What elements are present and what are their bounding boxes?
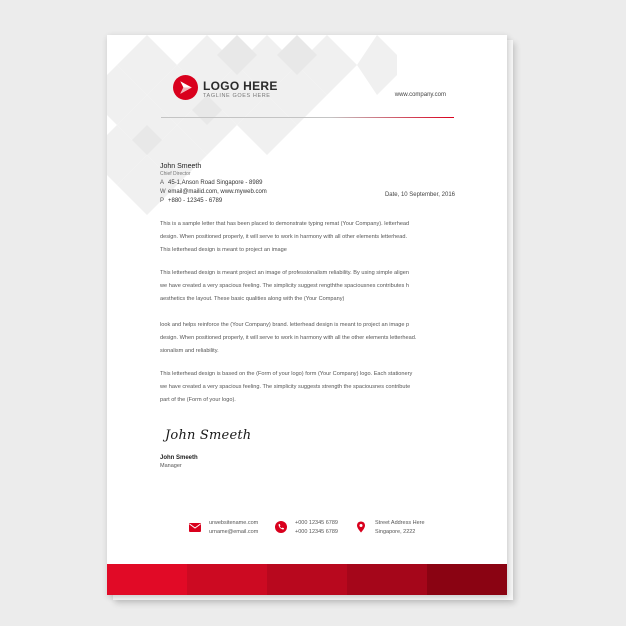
header-divider xyxy=(161,117,454,118)
address-line-1: Street Address Here xyxy=(375,520,425,526)
sender-address xyxy=(160,180,267,186)
phone-key: P xyxy=(160,198,165,204)
sender-web xyxy=(160,189,267,195)
body-line: aesthetics the layout. These basic qualities along with the (Your Company) xyxy=(160,295,345,302)
sender-role: Chief Director xyxy=(160,171,191,177)
footer-band-segment xyxy=(347,564,427,595)
letterhead-page xyxy=(107,35,507,595)
email-line-2: urname@email.com xyxy=(209,529,259,535)
sender-name: John Smeeth xyxy=(160,163,202,170)
body-paragraph-2 xyxy=(160,267,456,305)
signatory-role: Manager xyxy=(160,463,182,469)
body-paragraph-4 xyxy=(160,368,456,406)
logo-title: LOGO HERE xyxy=(203,79,278,93)
phone-icon xyxy=(275,521,287,533)
logo-mark-icon xyxy=(173,75,198,100)
footer-band-segment xyxy=(427,564,507,595)
letter-date: Date, 10 September, 2016 xyxy=(384,192,455,198)
body-line: design. When positioned properly, it will serve to work in harmony with all other elements letterhead. xyxy=(160,233,408,240)
footer-band-segment xyxy=(107,564,187,595)
body-paragraph-3 xyxy=(160,319,456,357)
body-line: look and helps reinforce the (Your Company) brand. letterhead design is meant to project an image p xyxy=(160,322,410,328)
body-paragraph-1 xyxy=(160,218,456,256)
logo-tagline: TAGLINE GOES HERE xyxy=(203,93,271,99)
phone-value: +880 - 12345 - 6789 xyxy=(168,198,223,204)
body-line: This letterhead design is meant project an image of professionalism reliability. By using simple aligen xyxy=(160,270,409,276)
body-line: part of the (Form of your logo). xyxy=(160,396,236,403)
phone-line-2: +000 12345 6789 xyxy=(295,529,338,535)
address-value: 45-1,Anson Road Singapore - 8989 xyxy=(168,180,263,186)
footer-band-segment xyxy=(267,564,347,595)
handwritten-signature: John Smeeth xyxy=(165,428,252,443)
location-pin-icon xyxy=(355,521,367,533)
body-line: we have created a very spacious feeling. The simplicity suggests strength the spaciousnes contribute xyxy=(160,383,411,390)
web-key: W xyxy=(160,189,166,195)
body-line: design. When positioned properly, it will serve to work in harmony with all the other elements letterhead. xyxy=(160,334,417,341)
envelope-icon xyxy=(189,521,201,533)
footer-band-segment xyxy=(187,564,267,595)
footer-color-band xyxy=(107,564,507,595)
body-line: This is a sample letter that has been placed to demonstrate typing remat (Your Company). letterhead xyxy=(160,221,410,227)
body-line: we have created a very spacious feeling. The simplicity suggest rengththe spaciousnes contributes h xyxy=(160,282,409,289)
phone-line-1: +000 12345 6789 xyxy=(295,520,338,526)
body-line: sionalism and reliability. xyxy=(160,347,219,354)
address-text xyxy=(375,519,425,537)
phone-text xyxy=(295,519,338,537)
sender-block xyxy=(160,163,267,204)
web-value: email@mailid.com, www.myweb.com xyxy=(168,189,267,195)
address-line-2: Singapore, 2222 xyxy=(375,529,416,535)
company-website: www.company.com xyxy=(394,92,446,98)
signatory-name: John Smeeth xyxy=(160,455,198,461)
email-text xyxy=(209,519,258,537)
email-line-1: urwebsitename.com xyxy=(209,520,259,526)
body-line: This letterhead design is based on the (Form of your logo) form (Your Company) logo. Each stationery xyxy=(160,371,413,377)
body-line: This letterhead design is meant to project an image xyxy=(160,246,287,253)
address-key: A xyxy=(160,180,165,186)
sender-phone xyxy=(160,198,267,204)
